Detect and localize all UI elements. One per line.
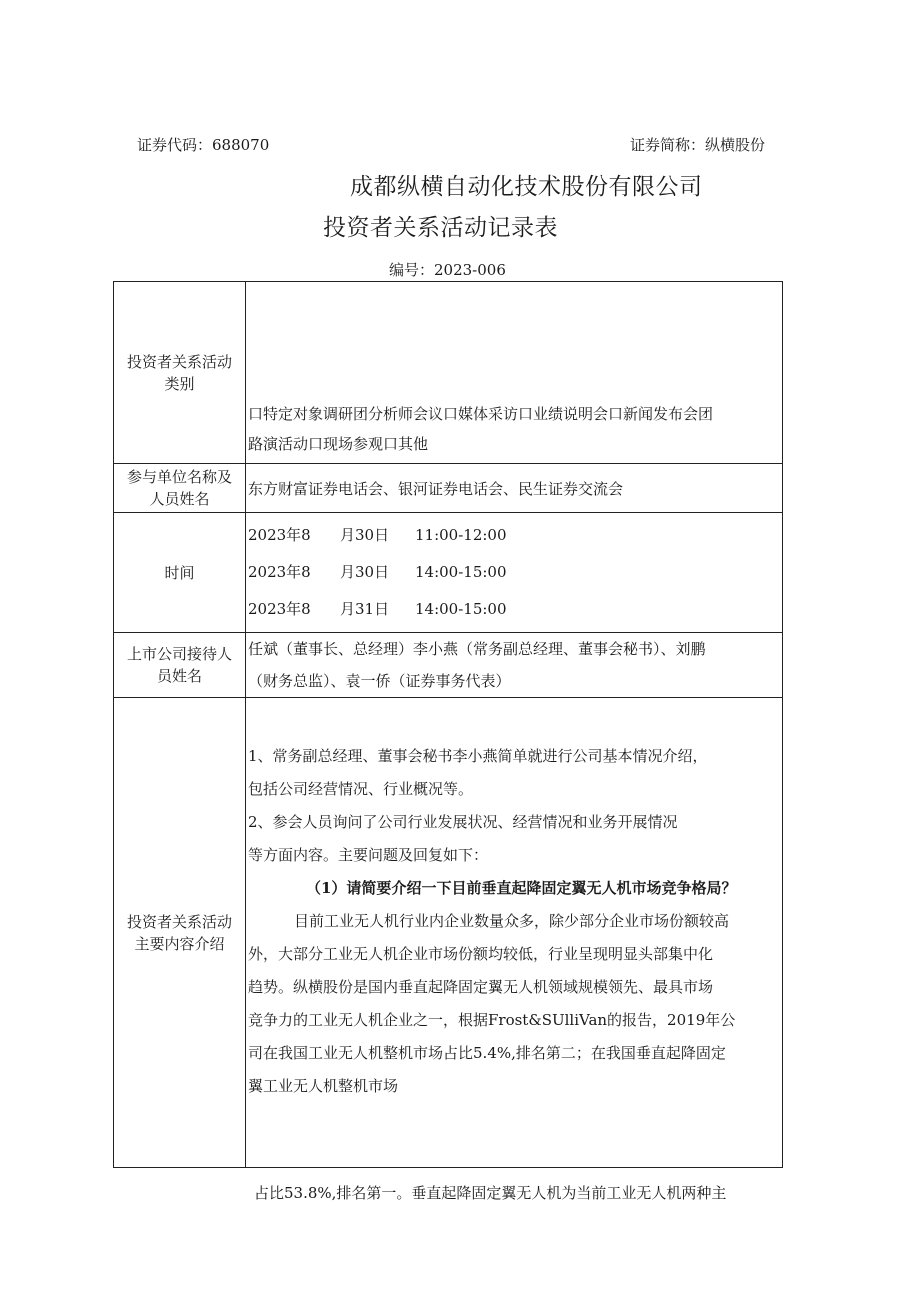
content-line: 司在我国工业无人机整机市场占比5.4%,排名第二；在我国垂直起降固定 bbox=[248, 1044, 726, 1062]
content-line: 趋势。纵横股份是国内垂直起降固定翼无人机领域规模领先、最具市场 bbox=[248, 978, 714, 996]
label-content bbox=[114, 698, 246, 1168]
label-line: 主要内容介绍 bbox=[134, 934, 225, 953]
receptionists-line: 任斌（董事长、总经理）李小燕（常务副总经理、董事会秘书）、刘鹏 bbox=[248, 640, 706, 658]
label-line: 参与单位名称及 bbox=[126, 468, 232, 486]
time-entry bbox=[248, 517, 782, 554]
content-line: 目前工业无人机行业内企业数量众多，除少部分企业市场份额较高 bbox=[294, 912, 730, 930]
time-day: 月31日 bbox=[340, 600, 390, 618]
form-title: 投资者关系活动记录表 bbox=[323, 215, 558, 241]
content-line: 2、参会人员询问了公司行业发展状况、经营情况和业务开展情况 bbox=[248, 813, 678, 831]
value-receptionists bbox=[246, 633, 783, 698]
row-receptionists bbox=[114, 633, 783, 698]
row-time bbox=[114, 513, 783, 633]
value-participants bbox=[246, 464, 783, 513]
row-participants bbox=[114, 464, 783, 513]
content-line: 1、常务副总经理、董事会秘书李小燕简单就进行公司基本情况介绍， bbox=[248, 747, 708, 765]
row-category bbox=[114, 282, 783, 464]
content-line: 包括公司经营情况、行业概况等。 bbox=[248, 780, 474, 798]
label-receptionists bbox=[114, 633, 246, 698]
content-line: 竞争力的工业无人机企业之一，根据Frost&SUlliVan的报告，2019年公 bbox=[248, 1011, 736, 1029]
label-category bbox=[114, 282, 246, 464]
serial-number: 编号：2023-006 bbox=[389, 261, 506, 279]
content-line: 翼工业无人机整机市场 bbox=[248, 1077, 399, 1095]
row-content bbox=[114, 698, 783, 1168]
content-line: 等方面内容。主要问题及回复如下： bbox=[248, 846, 489, 864]
record-table bbox=[113, 281, 783, 1168]
label-time bbox=[114, 513, 246, 633]
participants-text: 东方财富证券电话会、银河证券电话会、民生证券交流会 bbox=[248, 480, 624, 498]
time-entry bbox=[248, 591, 782, 628]
time-day: 月30日 bbox=[340, 526, 390, 544]
time-date: 2023年8 bbox=[248, 526, 311, 544]
question-heading: （1）请简要介绍一下目前垂直起降固定翼无人机市场竞争格局？ bbox=[306, 879, 737, 897]
time-date: 2023年8 bbox=[248, 563, 311, 581]
value-time bbox=[246, 513, 783, 633]
label-line: 时间 bbox=[164, 563, 195, 582]
value-category bbox=[246, 282, 783, 464]
time-hours: 14:00-15:00 bbox=[415, 563, 507, 581]
value-content bbox=[246, 698, 783, 1168]
content-line: 外，大部分工业无人机企业市场份额均较低，行业呈现明显头部集中化 bbox=[248, 945, 714, 963]
stock-abbr: 证券简称：纵横股份 bbox=[630, 136, 766, 154]
label-line: 投资者关系活动 bbox=[126, 352, 232, 371]
time-day: 月30日 bbox=[340, 563, 390, 581]
category-options-line: 路演活动口现场参观口其他 bbox=[248, 435, 429, 453]
label-participants bbox=[114, 464, 246, 513]
continuation-text: 占比53.8%,排名第一。垂直起降固定翼无人机为当前工业无人机两种主 bbox=[254, 1184, 727, 1202]
label-line: 上市公司接待人 bbox=[126, 645, 232, 663]
category-options-line: 口特定对象调研团分析师会议口媒体采访口业绩说明会口新闻发布会团 bbox=[248, 405, 714, 423]
time-hours: 11:00-12:00 bbox=[415, 526, 507, 544]
company-name: 成都纵横自动化技术股份有限公司 bbox=[350, 174, 703, 200]
time-hours: 14:00-15:00 bbox=[415, 600, 507, 618]
label-line: 员姓名 bbox=[156, 667, 202, 685]
time-entry bbox=[248, 554, 782, 591]
time-date: 2023年8 bbox=[248, 600, 311, 618]
receptionists-line: （财务总监）、袁一侨（证券事务代表） bbox=[248, 672, 511, 690]
stock-code: 证券代码：688070 bbox=[137, 136, 270, 154]
label-line: 人员姓名 bbox=[149, 490, 210, 508]
label-line: 投资者关系活动 bbox=[126, 912, 232, 931]
label-line: 类别 bbox=[164, 374, 195, 393]
